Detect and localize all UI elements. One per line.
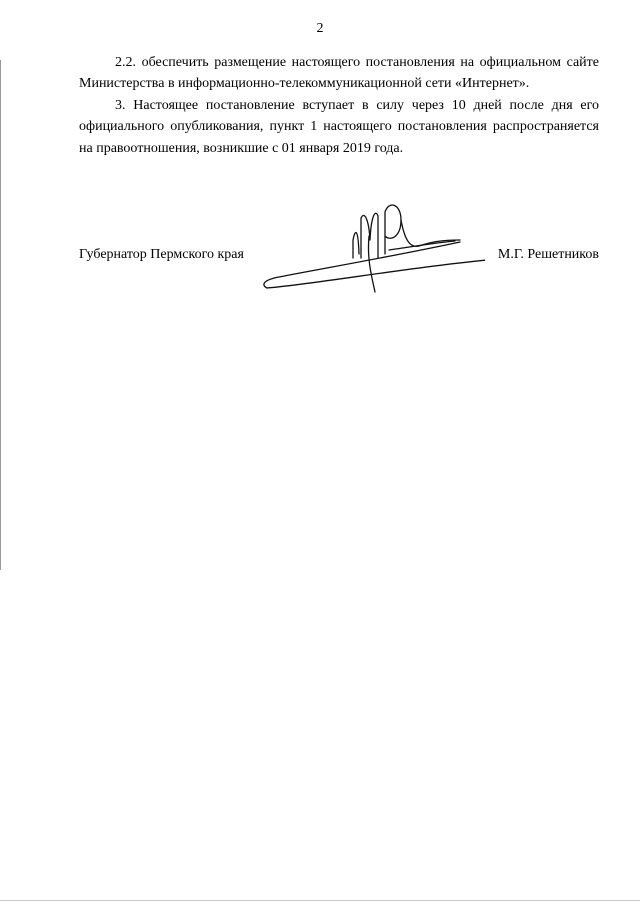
scan-edge-bottom bbox=[0, 900, 640, 901]
handwritten-signature bbox=[255, 196, 485, 300]
document-body bbox=[79, 52, 599, 159]
scan-edge-left bbox=[0, 60, 1, 570]
page-number: 2 bbox=[316, 21, 324, 36]
signatory-name: М.Г. Решетников bbox=[497, 247, 599, 262]
signatory-title: Губернатор Пермского края bbox=[79, 247, 244, 262]
paragraph-2-2: 2.2. обеспечить размещение настоящего постановления на официальном сайте Министерства в информационно-телекоммуникационной сети «Интернет». bbox=[79, 55, 599, 92]
paragraph-3: 3. Настоящее постановление вступает в силу через 10 дней после дня его официального опубликования, пункт 1 настоящего постановления распространяется на правоотношения, возникшие с 01 января 2019 года. bbox=[79, 97, 599, 156]
